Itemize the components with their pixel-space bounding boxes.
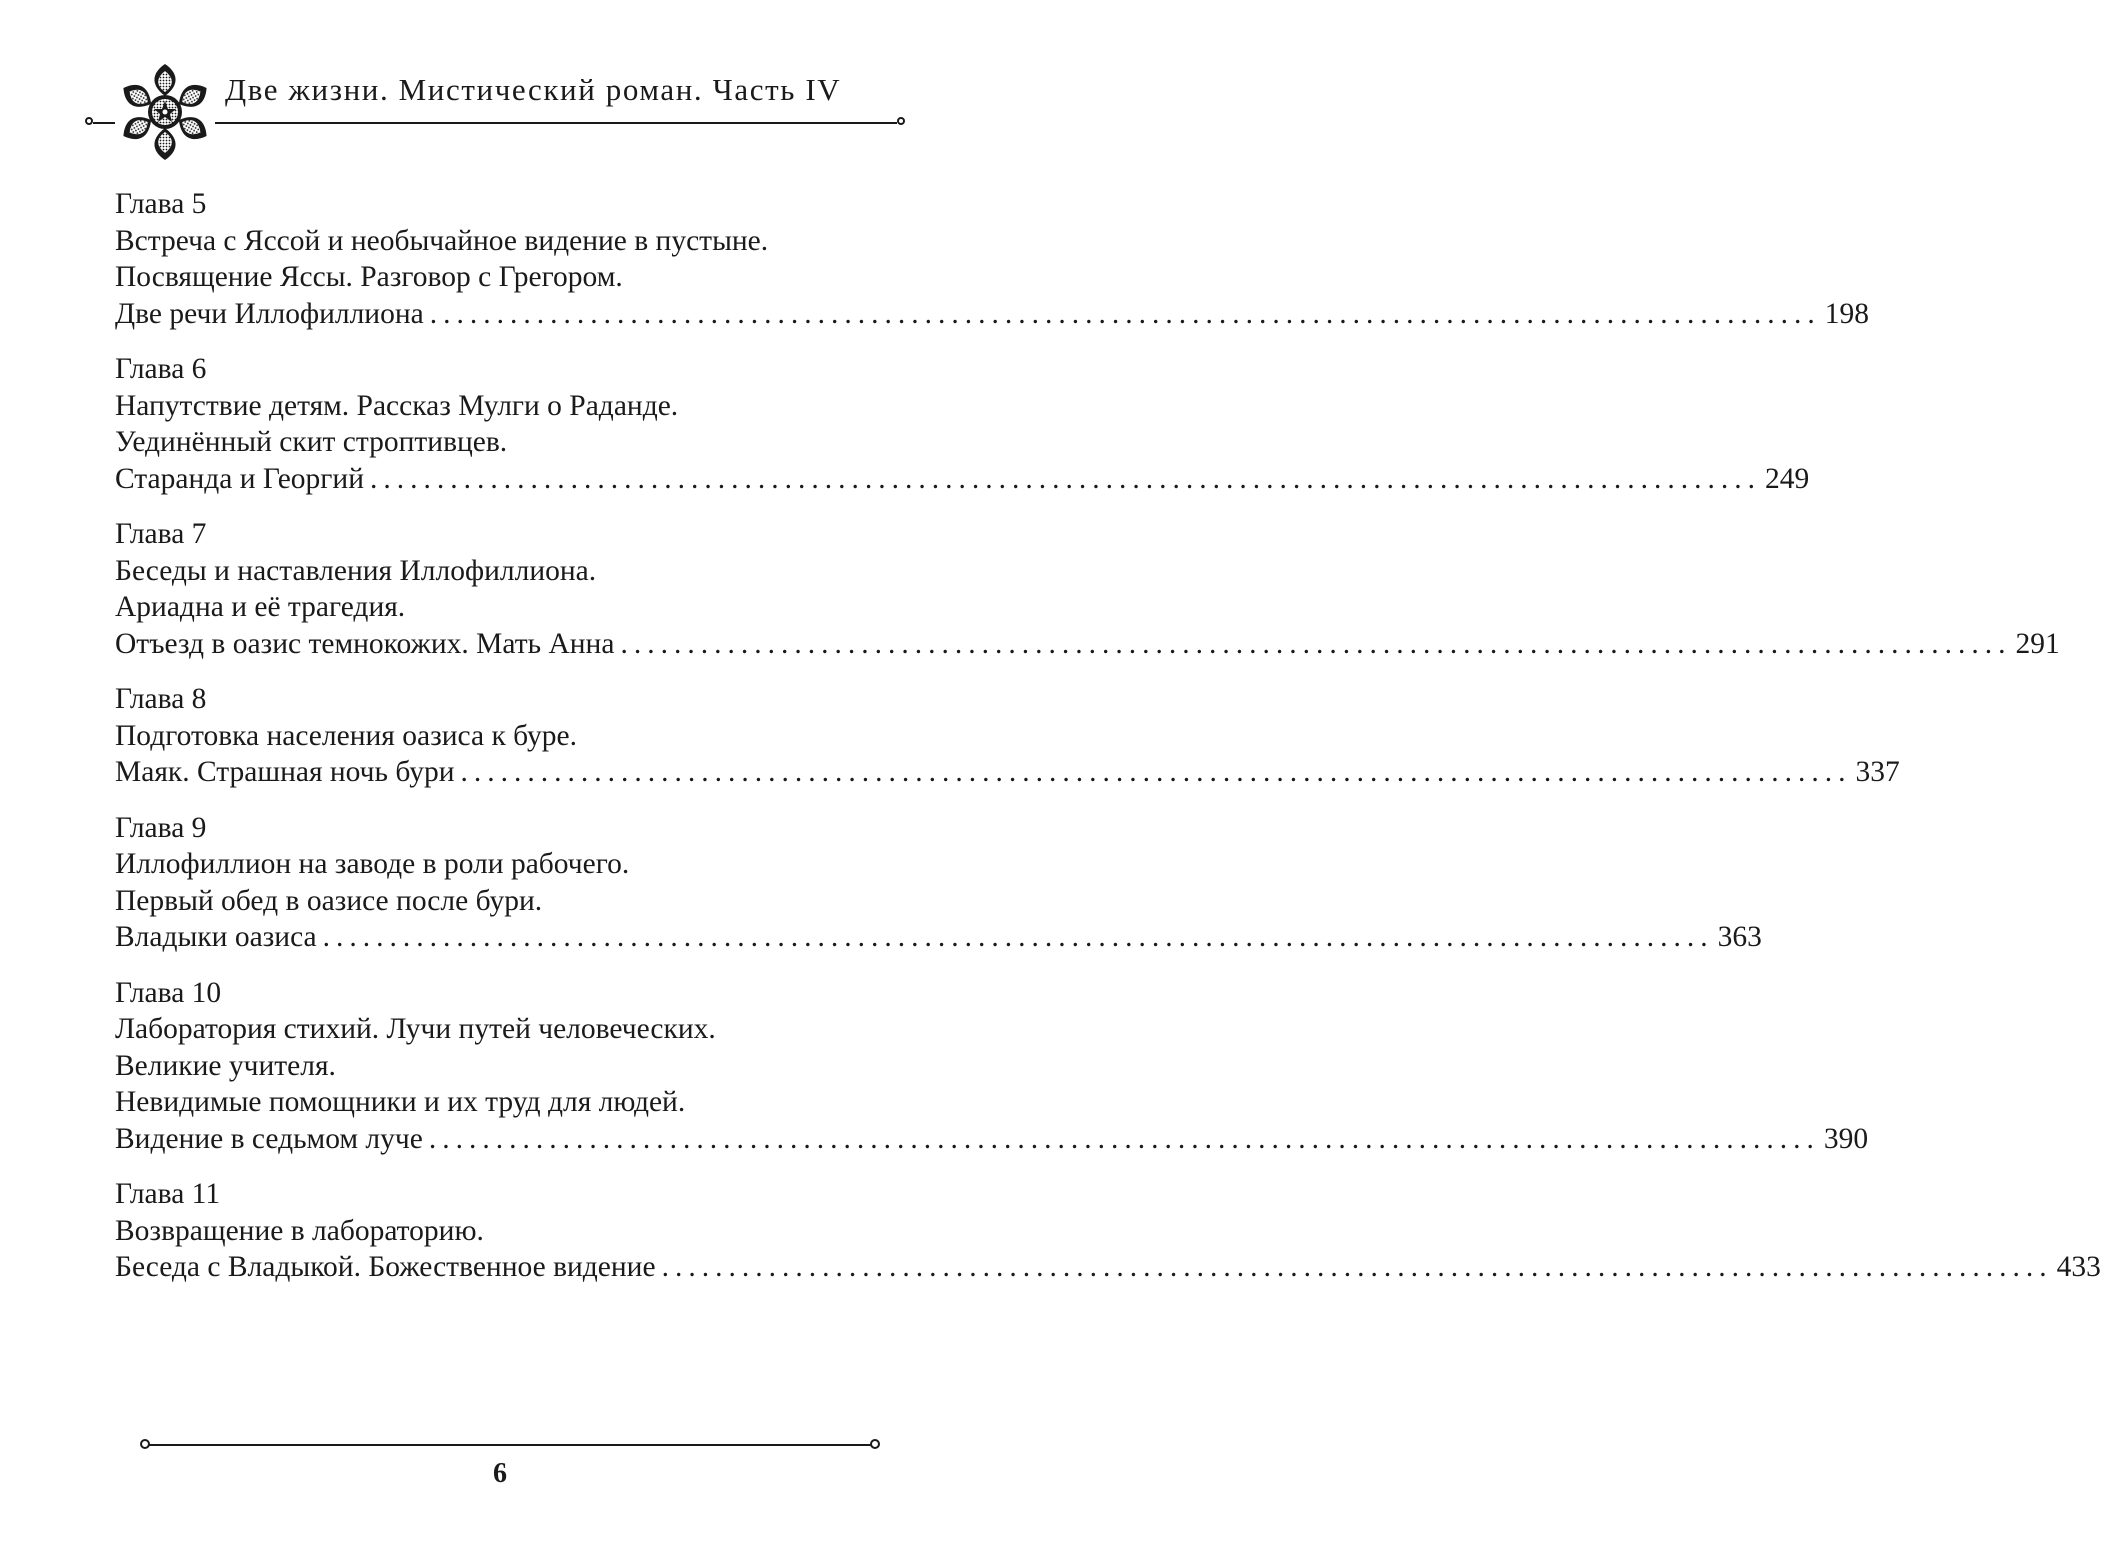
header-rule-right-end xyxy=(897,117,905,125)
chapter-topic: Первый обед в оазисе после бури. xyxy=(115,884,543,917)
chapter-topic: Беседа с Владыкой. Божественное видение xyxy=(115,1251,656,1283)
chapter-topic: Старанда и Георгий xyxy=(115,462,364,495)
chapter-heading: Глава 11 xyxy=(115,1178,221,1210)
dot-leader: ........................................................................................................ xyxy=(620,627,2012,660)
toc-chapter-7 xyxy=(115,516,2060,662)
chapter-topic: Ариадна и её трагедия. xyxy=(115,591,406,623)
toc-entry-link[interactable] xyxy=(115,1121,1869,1158)
chapter-topic: Возвращение в лабораторию. xyxy=(115,1214,484,1247)
chapter-heading: Глава 7 xyxy=(115,518,207,550)
toc-chapter-10 xyxy=(115,975,1869,1158)
dot-leader: ........................................................................................................ xyxy=(661,1251,2053,1283)
page-reference: 198 xyxy=(1824,297,1869,330)
toc-entry-link[interactable] xyxy=(115,919,1762,956)
dot-leader: ........................................................................................................ xyxy=(460,756,1852,788)
chapter-topic: Подготовка населения оазиса к буре. xyxy=(115,719,578,752)
chapter-topic: Маяк. Страшная ночь бури xyxy=(115,756,455,788)
chapter-topic: Лаборатория стихий. Лучи путей человеческих. xyxy=(115,1013,716,1045)
dot-leader: ........................................................................................................ xyxy=(429,297,1821,330)
chapter-heading: Глава 9 xyxy=(115,811,207,844)
toc-chapter-5 xyxy=(115,186,1869,332)
page-reference: 291 xyxy=(2015,627,2060,660)
toc-entry-link[interactable] xyxy=(115,626,2060,663)
dot-leader: ........................................................................................................ xyxy=(428,1122,1820,1155)
page-reference: 363 xyxy=(1717,921,1762,953)
toc-chapter-8 xyxy=(115,681,1900,791)
footer-line xyxy=(148,1444,872,1446)
toc-entry-link[interactable] xyxy=(115,754,1900,791)
dot-leader: ........................................................................................................ xyxy=(322,921,1714,953)
running-header xyxy=(85,62,905,157)
table-of-contents xyxy=(115,186,2101,1305)
page-reference: 249 xyxy=(1764,462,1810,495)
toc-entry-link[interactable] xyxy=(115,296,1869,333)
chapter-topic: Невидимые помощники и их труд для людей. xyxy=(115,1086,686,1118)
chapter-topic: Уединённый скит строптивцев. xyxy=(115,426,508,458)
footer-rule-right-end xyxy=(870,1439,880,1449)
footer-rule xyxy=(140,1435,880,1455)
chapter-heading: Глава 6 xyxy=(115,353,207,385)
chapter-topic: Отъезд в оазис темнокожих. Мать Анна xyxy=(115,627,615,660)
page-reference: 337 xyxy=(1855,756,1900,788)
chapter-topic: Владыки оазиса xyxy=(115,921,317,953)
chapter-topic: Видение в седьмом луче xyxy=(115,1122,423,1155)
header-rule-left-end xyxy=(85,117,93,125)
chapter-topic: Две речи Иллофиллиона xyxy=(115,297,424,330)
toc-chapter-6 xyxy=(115,351,1810,497)
chapter-heading: Глава 8 xyxy=(115,683,207,715)
toc-entry-link[interactable] xyxy=(115,1249,2101,1286)
mandala-ornament-icon xyxy=(115,62,215,162)
chapter-topic: Иллофиллион на заводе в роли рабочего. xyxy=(115,848,630,880)
toc-chapter-9 xyxy=(115,810,1762,956)
page-reference: 433 xyxy=(2056,1251,2101,1283)
dot-leader: ........................................................................................................ xyxy=(369,462,1761,495)
toc-entry-link[interactable] xyxy=(115,461,1810,498)
chapter-heading: Глава 10 xyxy=(115,976,222,1009)
page-reference: 390 xyxy=(1823,1122,1869,1155)
chapter-topic: Напутствие детям. Рассказ Мулги о Раданде. xyxy=(115,389,679,422)
page-number: 6 xyxy=(493,1458,507,1489)
chapter-heading: Глава 5 xyxy=(115,188,207,220)
chapter-topic: Посвящение Яссы. Разговор с Грегором. xyxy=(115,261,623,293)
chapter-topic: Великие учителя. xyxy=(115,1049,336,1082)
chapter-topic: Беседы и наставления Иллофиллиона. xyxy=(115,554,597,587)
chapter-topic: Встреча с Яссой и необычайное видение в пустыне. xyxy=(115,224,769,257)
running-title: Две жизни. Мистический роман. Часть IV xyxy=(225,72,842,107)
footer-rule-left-end xyxy=(140,1439,150,1449)
toc-chapter-11 xyxy=(115,1176,2101,1286)
